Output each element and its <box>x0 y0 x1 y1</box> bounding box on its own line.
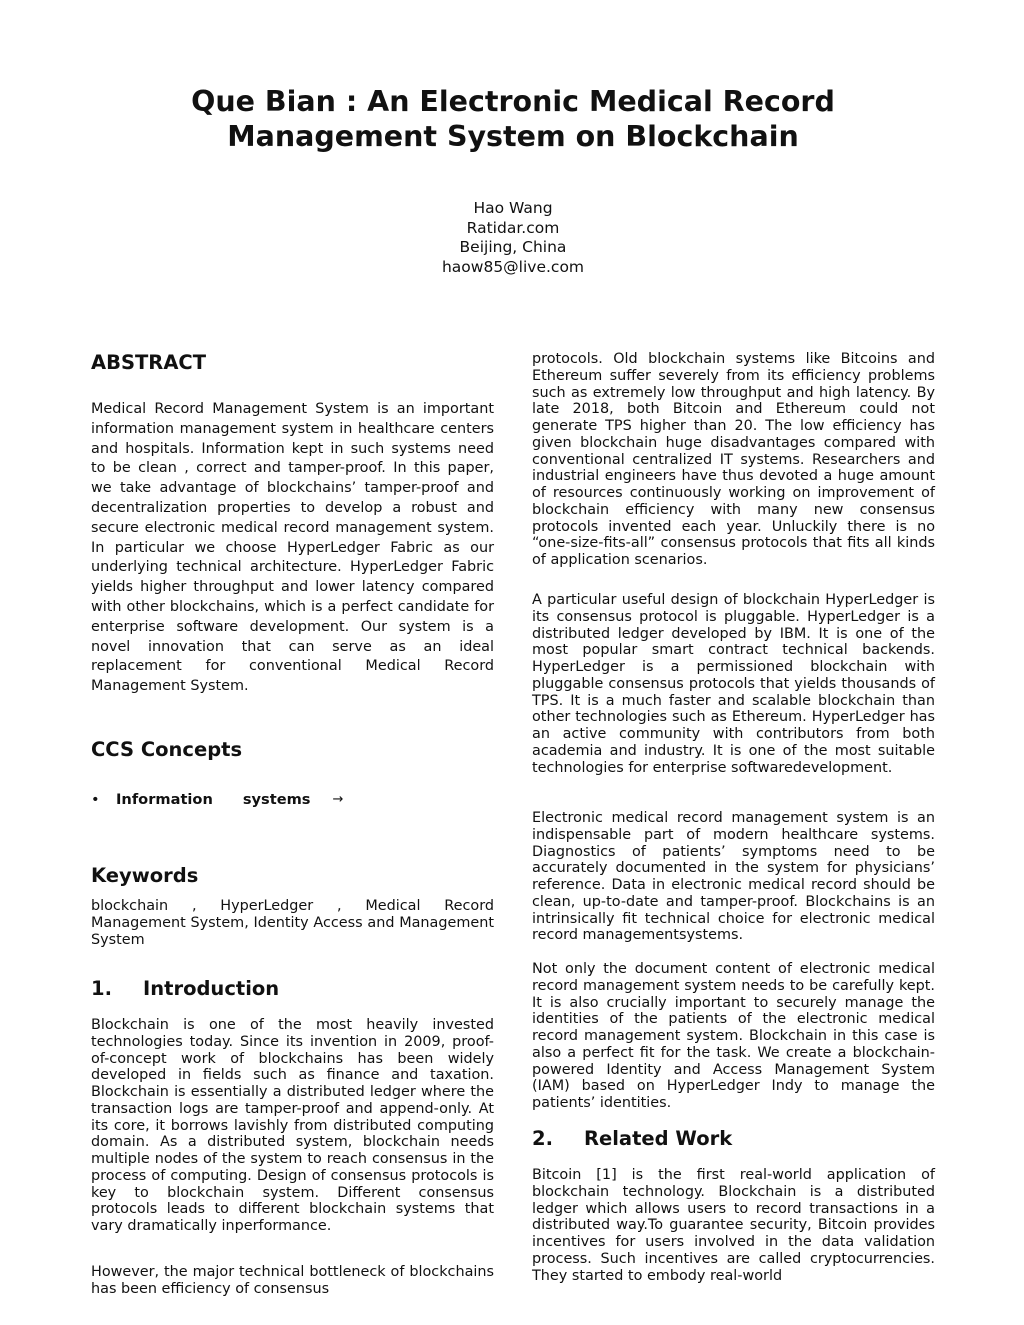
intro-paragraph-4: A particular useful design of blockchain HyperLedger is its consensus protocol is pluggable. HyperLedger is a distributed ledger developed by IBM. It is one of the most popular smart contract technical backends. HyperLedger is a permissioned blockchain with pluggable consensus protocols that yields thousands of TPS. It is a much faster and scalable blockchain than other technologies such as Ethereum. HyperLedger has an active community with contributors from both academia and industry. It is one of the most suitable technologies for enterprise softwaredevelopment. <box>532 592 935 776</box>
paper-title <box>80 84 946 154</box>
ccs-concept-part1: Information <box>116 791 213 808</box>
intro-paragraph-2: However, the major technical bottleneck of blockchains has been efficiency of consensus <box>91 1264 494 1297</box>
intro-heading <box>91 977 494 1001</box>
author-location: Beijing, China <box>459 238 567 257</box>
related-work-title: Related Work <box>584 1127 733 1150</box>
intro-paragraph-6: Not only the document content of electronic medical record management system needs to be carefully kept. It is also crucially important to securely manage the identities of the patients of the electronic medical record management system. Blockchain in this case is also a perfect fit for the task. We create a blockchain- powered Identity and Access Management System (IAM) based on HyperLedger Indy to manage the patients’ identities. <box>532 961 935 1111</box>
author-email: haow85@live.com <box>441 257 585 276</box>
intro-paragraph-3: protocols. Old blockchain systems like Bitcoins and Ethereum suffer severely from its efficiency problems such as extremely low throughput and high latency. By late 2018, both Bitcoin and Ethereum could not generate TPS higher than 20. The low efficiency has given blockchain huge disadvantages compared with conventional centralized IT systems. Researchers and industrial engineers have thus devoted a huge amount of resources continuously working on improvement of blockchain efficiency with many new consensus protocols invented each year. Unluckily there is no “one-size-fits-all” consensus protocols that fits all kinds of application scenarios. <box>532 351 935 568</box>
arrow-right-icon: → <box>332 792 344 807</box>
author-name: Hao Wang <box>473 199 553 217</box>
abstract-text: Medical Record Management System is an important information management system in healthcare centers and hospitals. Information kept in such systems need to be clean , correct and tamper-proof. In this paper, we take advantage of blockchains’ tamper-proof and decentralization properties to develop a robust and secure electronic medical record management system. In particular we choose HyperLedger Fabric as our underlying technical architecture. HyperLedger Fabric yields higher throughput and lower latency compared with other blockchains, which is a perfect candidate for enterprise software development. Our system is a novel innovation that can serve as an ideal replacement for conventional Medical Record Management System. <box>91 401 494 695</box>
author-affiliation: Ratidar.com <box>466 218 560 237</box>
related-work-paragraph-1: Bitcoin [1] is the first real-world application of blockchain technology. Blockchain is a distributed ledger which allows users to record transactions in a distributed way.To guarantee security, Bitcoin provides incentives for users involved in the data validation process. Such incentives are called cryptocurrencies. They started to embody real-world <box>532 1167 935 1284</box>
intro-number: 1. <box>91 977 112 1000</box>
intro-paragraph-1: Blockchain is one of the most heavily invested technologies today. Since its invention in 2009, proof-of-concept work of blockchains has been widely developed in fields such as finance and taxation. Blockchain is essentially a distributed ledger where the transaction logs are tamper-proof and append-only. At its core, it borrows lavishly from distributed computing domain. As a distributed system, blockchain needs multiple nodes of the system to reach consensus in the process of computing. Design of consensus protocols is key to blockchain system. Different consensus protocols leads to different blockchain systems that vary dramatically inperformance. <box>91 1017 494 1234</box>
abstract-heading: ABSTRACT <box>91 351 207 374</box>
ccs-concept-part2: systems <box>242 791 311 808</box>
title-line-1: Que Bian : An Electronic Medical Record <box>191 85 835 118</box>
ccs-heading: CCS Concepts <box>91 738 243 761</box>
author-block <box>300 199 726 277</box>
keywords-heading: Keywords <box>91 864 199 887</box>
bullet-glyph: • <box>91 791 100 808</box>
intro-paragraph-5: Electronic medical record management system is an indispensable part of modern healthcare systems. Diagnostics of patients’ symptoms need to be accurately documented in the system for physicians’ reference. Data in electronic medical record should be clean, up-to-date and tamper-proof. Blockchains is an intrinsically fit technical choice for electronic medical record managementsystems. <box>532 810 935 944</box>
keywords-text: blockchain , HyperLedger , Medical Record Management System, Identity Access and Management System <box>91 898 494 948</box>
intro-title: Introduction <box>143 977 280 1000</box>
related-work-heading <box>532 1127 935 1151</box>
title-line-2: Management System on Blockchain <box>227 120 799 153</box>
related-work-number: 2. <box>532 1127 553 1150</box>
ccs-concept-item <box>91 790 494 810</box>
